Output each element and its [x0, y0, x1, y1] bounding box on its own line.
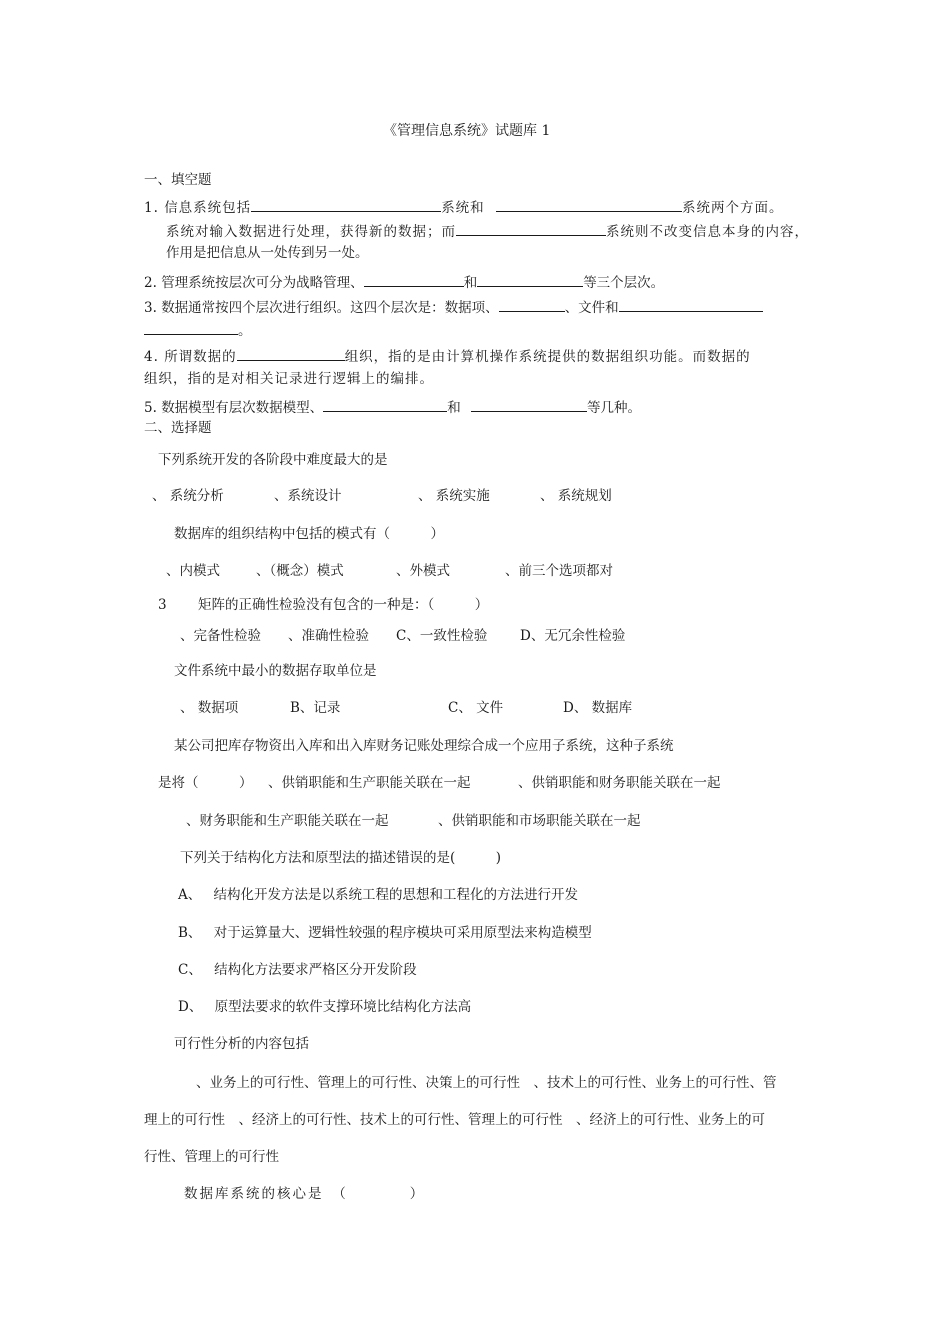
mc-option[interactable]: 、完备性检验	[180, 628, 261, 644]
question-number: 5.	[144, 400, 157, 416]
question-3-line-1	[144, 298, 763, 316]
question-4-line-1	[144, 347, 751, 365]
mc-option[interactable]: 、内模式	[166, 563, 220, 579]
mc-question-5-stem: 某公司把库存物资出入库和出入库财务记账处理综合成一个应用子系统，这种子系统	[174, 738, 674, 754]
question-text: 系统则不改变信息本身的内容，	[606, 224, 809, 240]
mc-option[interactable]: 、 系统分析	[152, 488, 224, 504]
mc-option[interactable]: 、 数据项	[180, 700, 239, 716]
question-text: 和	[463, 275, 478, 291]
question-text: 等三个层次。	[583, 275, 665, 291]
question-text: 组织，指的是由计算机操作系统提供的数据组织功能。而数据的	[344, 349, 751, 365]
mc-option[interactable]: 、前三个选项都对	[505, 563, 613, 579]
answer-blank[interactable]	[496, 198, 682, 212]
mc-question-3-stem: 矩阵的正确性检验没有包含的一种是：（ ）	[198, 597, 489, 613]
question-text: 系统和	[441, 200, 485, 216]
mc-question-7-options-line-3[interactable]: 行性、管理上的可行性	[144, 1149, 279, 1165]
answer-blank[interactable]	[619, 298, 763, 312]
mc-question-7-options-line-2[interactable]: 理上的可行性 、经济上的可行性、技术上的可行性、管理上的可行性 、经济上的可行性、业务上的可	[144, 1112, 765, 1128]
question-text: 数据模型有层次数据模型、	[161, 400, 324, 416]
mc-option[interactable]: 、系统设计	[274, 488, 342, 504]
question-text: 数据通常按四个层次进行组织。这四个层次是：数据项、	[161, 300, 499, 316]
question-number: 3.	[144, 300, 157, 316]
answer-blank[interactable]	[477, 273, 583, 287]
question-text: 系统两个方面。	[681, 200, 784, 216]
mc-option[interactable]	[178, 927, 592, 941]
answer-blank[interactable]	[323, 398, 447, 412]
question-text: 等几种。	[586, 400, 641, 416]
question-text: 所谓数据的	[164, 349, 237, 365]
question-1-line-3: 作用是把信息从一处传到另一处。	[166, 245, 369, 261]
mc-question-4-stem: 文件系统中最小的数据存取单位是	[174, 663, 377, 679]
mc-option[interactable]: 、 系统规划	[540, 488, 612, 504]
mc-question-3-number: 3	[158, 597, 167, 613]
mc-option[interactable]: 、财务职能和生产职能关联在一起	[186, 813, 389, 829]
section-heading-fill-in: 一、填空题	[144, 172, 212, 188]
mc-option[interactable]: 、准确性检验	[288, 628, 369, 644]
mc-option[interactable]: C、一致性检验	[396, 628, 488, 644]
mc-option[interactable]: 、供销职能和生产职能关联在一起	[268, 775, 471, 791]
mc-option[interactable]: B、记录	[290, 700, 341, 716]
question-text: 。	[238, 323, 252, 339]
option-letter: D、	[178, 999, 203, 1015]
question-1-line-1	[144, 198, 783, 216]
mc-option[interactable]	[178, 889, 578, 903]
answer-blank[interactable]	[456, 222, 606, 236]
mc-option[interactable]: C、 文件	[448, 700, 504, 716]
question-text: 管理系统按层次可分为战略管理、	[161, 275, 364, 291]
question-number: 1.	[144, 200, 159, 216]
mc-question-8-stem: 数据库系统的核心是 （ ）	[184, 1186, 426, 1202]
option-text: 结构化开发方法是以系统工程的思想和工程化的方法进行开发	[213, 887, 579, 903]
page-title: 《管理信息系统》试题库 1	[383, 123, 551, 139]
answer-blank[interactable]	[364, 273, 464, 287]
question-3-line-2	[144, 321, 252, 339]
mc-question-5-stem-continued: 是将（ ）	[158, 775, 253, 791]
mc-question-7-stem: 可行性分析的内容包括	[174, 1036, 309, 1052]
mc-question-6-stem: 下列关于结构化方法和原型法的描述错误的是( )	[180, 850, 502, 866]
mc-option[interactable]: 、供销职能和市场职能关联在一起	[438, 813, 641, 829]
answer-blank[interactable]	[237, 347, 345, 361]
question-number: 4.	[144, 349, 159, 365]
question-text: 信息系统包括	[164, 200, 252, 216]
question-text: 、文件和	[564, 300, 619, 316]
answer-blank[interactable]	[499, 298, 565, 312]
option-letter: C、	[178, 962, 202, 978]
mc-option[interactable]: 、（概念）模式	[256, 563, 344, 579]
mc-option[interactable]	[178, 964, 417, 978]
option-text: 结构化方法要求严格区分开发阶段	[214, 962, 417, 978]
question-text: 和	[447, 400, 461, 416]
answer-blank[interactable]	[471, 398, 587, 412]
option-text: 对于运算量大、逻辑性较强的程序模块可采用原型法来构造模型	[213, 925, 592, 941]
mc-option[interactable]: 、 系统实施	[418, 488, 490, 504]
question-4-line-2: 组织，指的是对相关记录进行逻辑上的编排。	[144, 371, 434, 387]
option-letter: B、	[178, 925, 202, 941]
question-1-line-2	[166, 222, 809, 240]
mc-option[interactable]: D、无冗余性检验	[520, 628, 626, 644]
question-5	[144, 398, 641, 416]
mc-option[interactable]: 、外模式	[396, 563, 450, 579]
option-text: 原型法要求的软件支撑环境比结构化方法高	[214, 999, 472, 1015]
option-letter: A、	[178, 887, 202, 903]
answer-blank[interactable]	[251, 198, 441, 212]
mc-question-2-stem: 数据库的组织结构中包括的模式有（ ）	[174, 526, 444, 542]
question-text: 系统对输入数据进行处理，获得新的数据；而	[166, 224, 456, 240]
mc-option[interactable]	[178, 1001, 471, 1015]
mc-option[interactable]: D、 数据库	[563, 700, 633, 716]
mc-question-7-options-line-1[interactable]: 、业务上的可行性、管理上的可行性、决策上的可行性 、技术上的可行性、业务上的可行性、管	[196, 1075, 777, 1091]
mc-option[interactable]: 、供销职能和财务职能关联在一起	[518, 775, 721, 791]
question-2	[144, 273, 664, 291]
section-heading-multiple-choice: 二、选择题	[144, 420, 212, 436]
question-number: 2.	[144, 275, 157, 291]
answer-blank[interactable]	[144, 321, 238, 335]
mc-question-1-stem: 下列系统开发的各阶段中难度最大的是	[158, 452, 388, 468]
